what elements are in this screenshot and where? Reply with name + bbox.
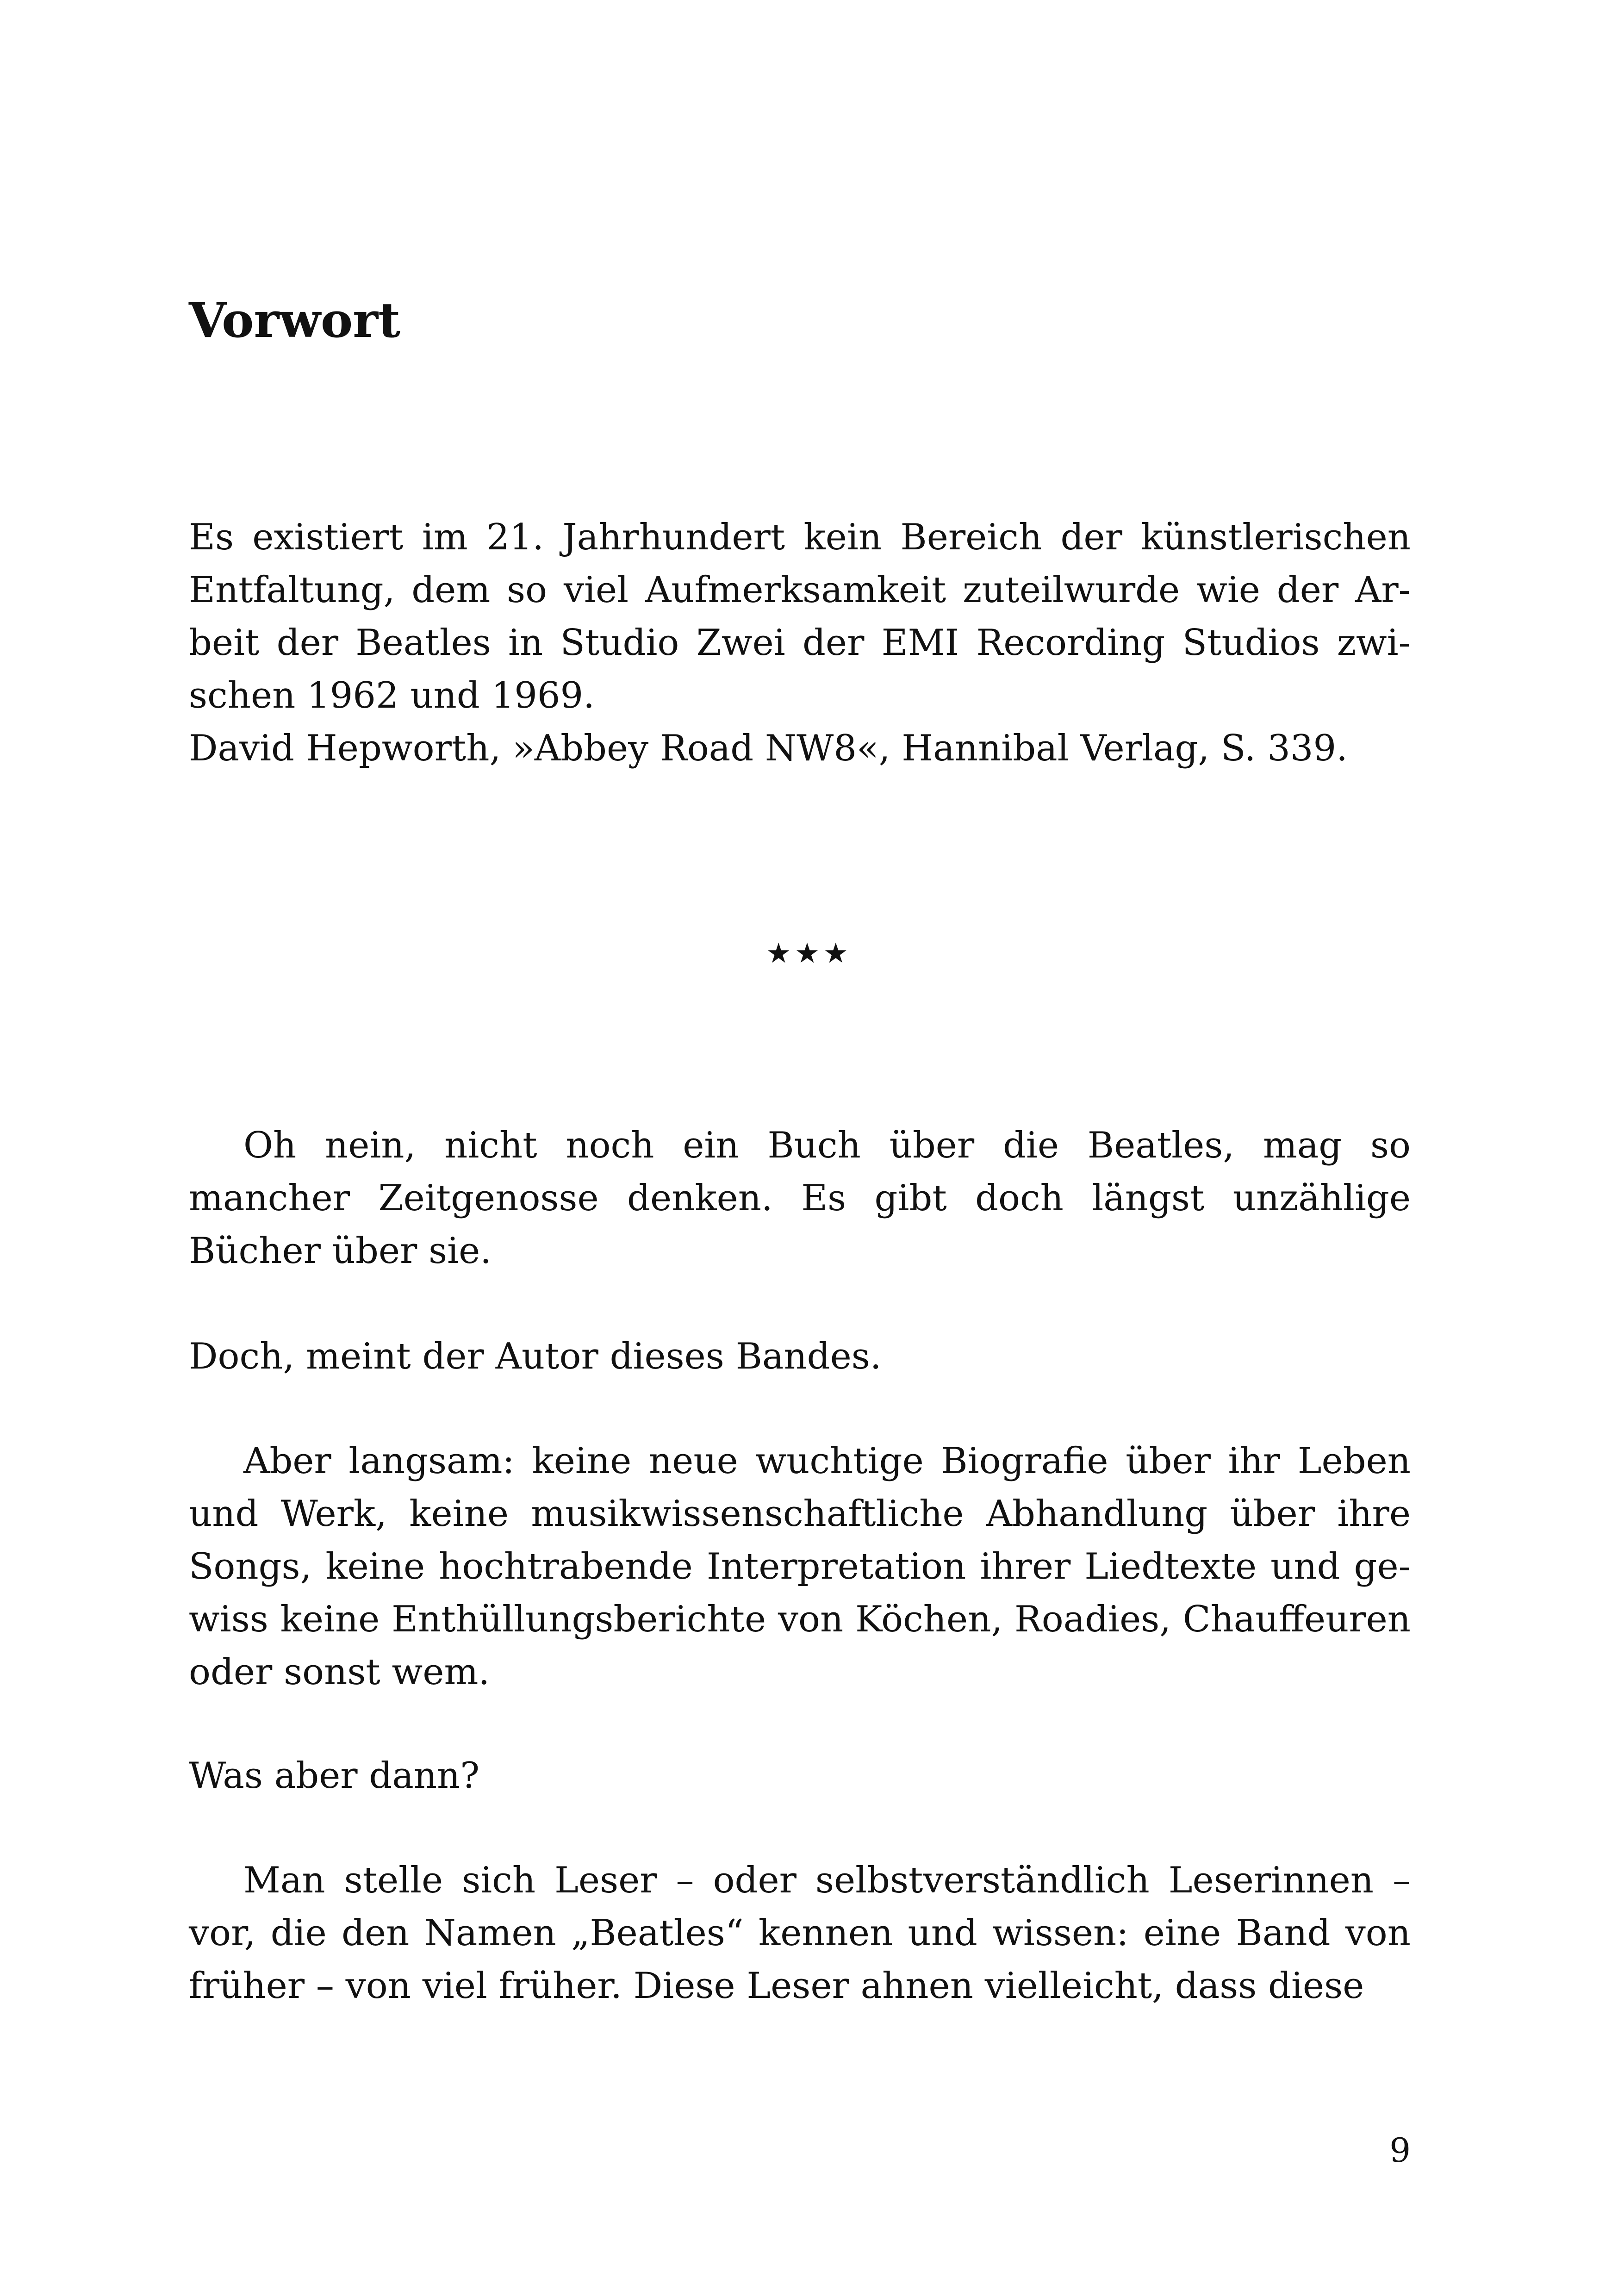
chapter-heading: Vorwort bbox=[189, 292, 401, 348]
paragraph-4: Was aber dann? bbox=[189, 1755, 480, 1797]
epigraph-source: David Hepworth, »Abbey Road NW8«, Hannibal Verlag, S. 339. bbox=[189, 728, 1348, 769]
epigraph-quote: Es existiert im 21. Jahrhundert kein Bereich der künstlerischen Entfaltung, dem so viel Aufmerksamkeit zuteilwurde wie der Arbeit der Beatles in Studio Zwei der EMI Recording Studios zwischen 1962 und 1969. bbox=[189, 516, 1411, 716]
page-number: 9 bbox=[1389, 2131, 1411, 2170]
paragraph-1: Oh nein, nicht noch ein Buch über die Beatles, mag so mancher Zeitgenosse denken. Es gibt doch längst unzählige Bücher über sie. bbox=[189, 1125, 1411, 1272]
paragraph-5: Man stelle sich Leser – oder selbstverständlich Leserinnen – vor, die den Namen „Beatles“ kennen und wissen: eine Band von früher – von viel früher. Diese Leser ahnen vielleicht, dass diese bbox=[189, 1860, 1411, 2007]
paragraph-3: Aber langsam: keine neue wuchtige Biografie über ihr Leben und Werk, keine musikwissenschaftliche Abhandlung über ihre Songs, keine hochtrabende Interpretation ihrer Liedtexte und gewiss keine Enthüllungsberichte von Köchen, Roadies, Chauffeuren oder sonst wem. bbox=[189, 1440, 1411, 1693]
section-separator: ★★★ bbox=[766, 937, 852, 970]
paragraph-2: Doch, meint der Autor dieses Bandes. bbox=[189, 1336, 882, 1377]
